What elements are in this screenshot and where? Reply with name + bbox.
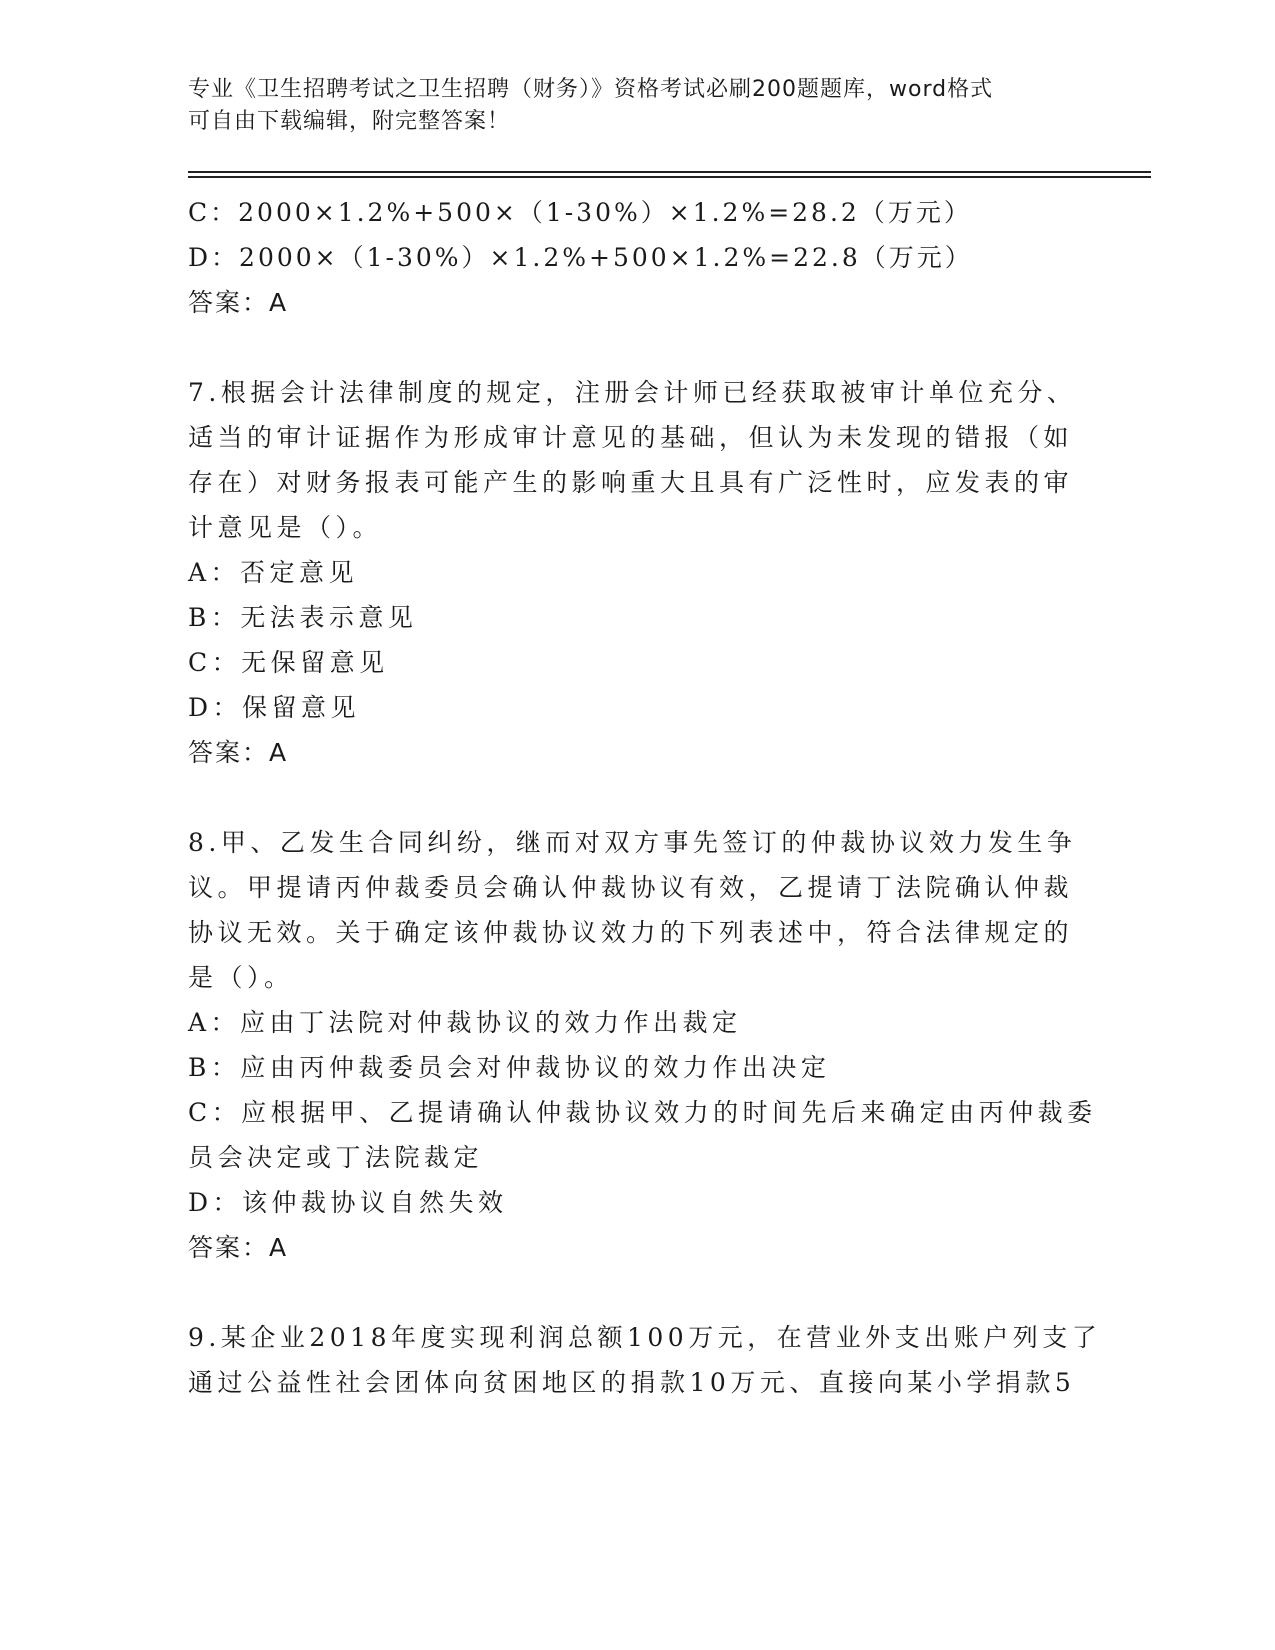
question-text-line: 议。甲提请丙仲裁委员会确认仲裁协议有效，乙提请丁法院确认仲裁 (188, 873, 1074, 902)
question-text-line: 是（）。 (188, 963, 294, 992)
option-d: D：保留意见 (188, 693, 361, 722)
answer-line: 答案：A (188, 738, 289, 767)
option-c: C：无保留意见 (188, 648, 389, 677)
header-rule-top (188, 171, 1151, 173)
option-d: D：2000×（1-30%）×1.2%+500×1.2%=22.8（万元） (188, 243, 973, 272)
question-8 (188, 820, 1097, 1270)
question-text-line: 适当的审计证据作为形成审计意见的基础，但认为未发现的错报（如 (188, 423, 1074, 452)
option-c: C：应根据甲、乙提请确认仲裁协议效力的时间先后来确定由丙仲裁委 (188, 1098, 1097, 1127)
question-text-line: 7.根据会计法律制度的规定，注册会计师已经获取被审计单位充分、 (188, 378, 1077, 407)
option-b: B：应由丙仲裁委员会对仲裁协议的效力作出决定 (188, 1053, 831, 1082)
question-7 (188, 370, 1088, 775)
document-body (188, 190, 1102, 1405)
question-text-line: 通过公益性社会团体向贫困地区的捐款10万元、直接向某小学捐款5 (188, 1368, 1076, 1397)
header-line-1: 专业《卫生招聘考试之卫生招聘（财务）》资格考试必刷200题题库，word格式 (188, 77, 994, 102)
answer-line: 答案：A (188, 1233, 289, 1262)
page-header (188, 74, 1068, 138)
option-b: B：无法表示意见 (188, 603, 418, 632)
option-a: A：否定意见 (188, 558, 359, 587)
spacer (188, 325, 1088, 370)
question-9 (188, 1315, 1102, 1405)
question-text-line: 8.甲、乙发生合同纠纷，继而对双方事先签订的仲裁协议效力发生争 (188, 828, 1077, 857)
option-c: C：2000×1.2%+500×（1-30%）×1.2%=28.2（万元） (188, 198, 972, 227)
question-text-line: 9.某企业2018年度实现利润总额100万元，在营业外支出账户列支了 (188, 1323, 1102, 1352)
header-line-2: 可自由下载编辑，附完整答案！ (188, 109, 511, 134)
spacer (188, 1270, 1088, 1315)
answer-line: 答案：A (188, 288, 289, 317)
header-rule-bottom (188, 176, 1151, 178)
option-d: D：该仲裁协议自然失效 (188, 1188, 508, 1217)
question-text-line: 计意见是（）。 (188, 513, 383, 542)
option-a: A：应由丁法院对仲裁协议的效力作出裁定 (188, 1008, 742, 1037)
question-text-line: 存在）对财务报表可能产生的影响重大且具有广泛性时，应发表的审 (188, 468, 1074, 497)
question-text-line: 协议无效。关于确定该仲裁协议效力的下列表述中，符合法律规定的 (188, 918, 1074, 947)
spacer (188, 775, 1088, 820)
option-c-continued: 员会决定或丁法院裁定 (188, 1143, 484, 1172)
previous-question-tail (188, 190, 1088, 325)
